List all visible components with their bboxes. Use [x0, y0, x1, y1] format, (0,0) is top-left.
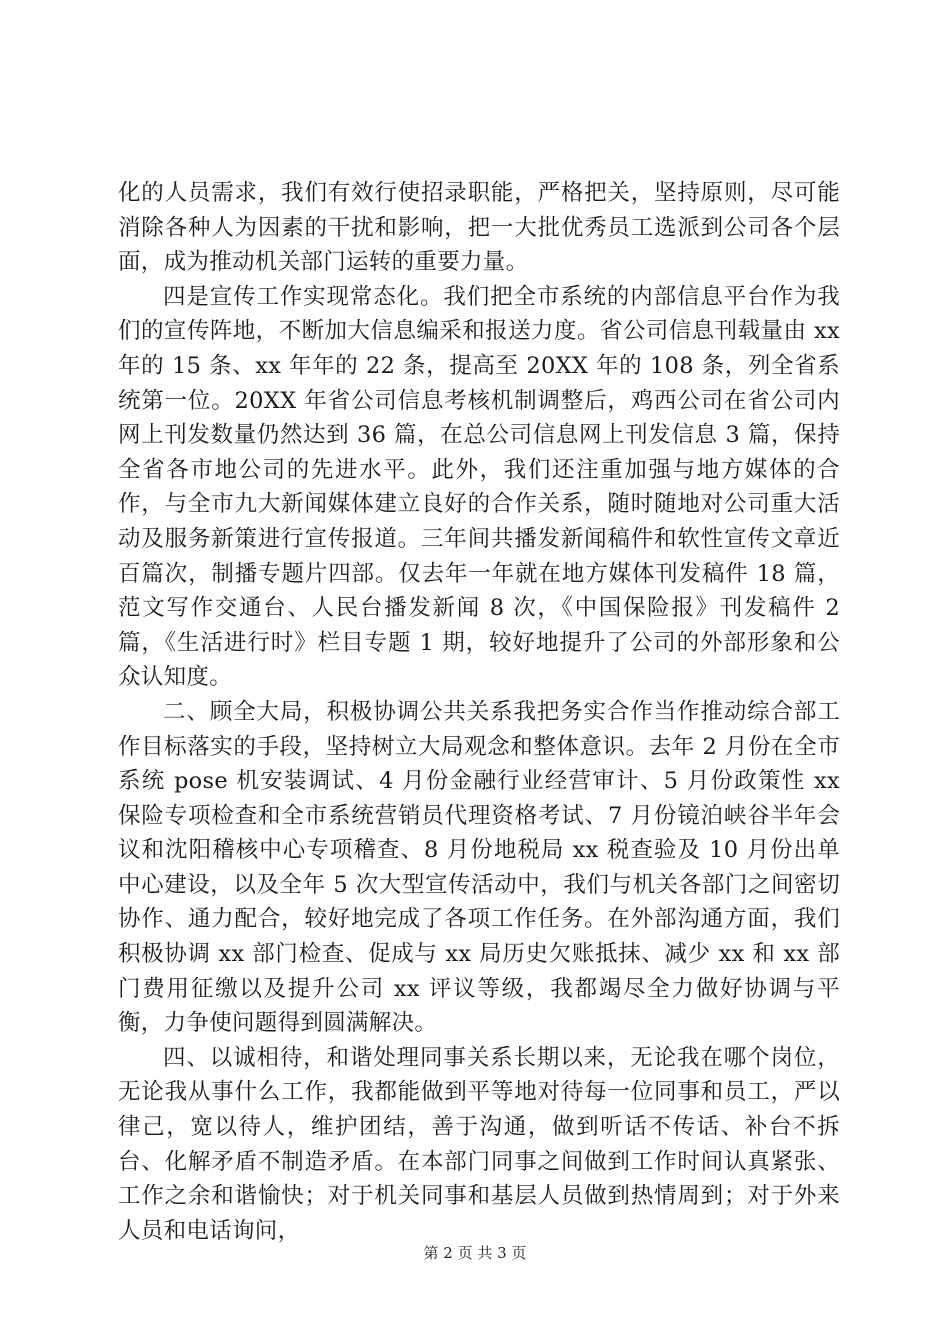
document-body — [118, 176, 840, 1248]
paragraph-public-relations: 二、顾全大局，积极协调公共关系我把务实合作当作推动综合部工作目标落实的手段，坚持树立大局观念和整体意识。去年 2 月份在全市系统 pose 机安装调试、4 月份金融行业经营审计、5 月份政策性 xx 保险专项检查和全市系统营销员代理资格考试、7 月份镜泊峡谷半年会议和沈阳稽核中心专项稽查、8 月份地税局 xx 税查验及 10 月份出单中心建设，以及全年 5 次大型宣传活动中，我们与机关各部门之间密切协作、通力配合，较好地完成了各项工作任务。在外部沟通方面，我们积极协调 xx 部门检查、促成与 xx 局历史欠账抵抹、减少 xx 和 xx 部门费用征缴以及提升公司 xx 评议等级，我都竭尽全力做好协调与平衡，力争使问题得到圆满解决。 — [118, 698, 840, 1037]
paragraph-continued: 化的人员需求，我们有效行使招录职能，严格把关，坚持原则，尽可能消除各种人为因素的干扰和影响，把一大批优秀员工选派到公司各个层面，成为推动机关部门运转的重要力量。 — [118, 180, 840, 276]
page-number-footer: 第 2 页 共 3 页 — [423, 1244, 527, 1262]
paragraph-colleague-relations: 四、以诚相待，和谐处理同事关系长期以来，无论我在哪个岗位，无论我从事什么工作，我都能做到平等地对待每一位同事和员工，严以律己，宽以待人，维护团结，善于沟通，做到听话不传话、补台不拆台、化解矛盾不制造矛盾。在本部门同事之间做到工作时间认真紧张、工作之余和谐愉快；对于机关同事和基层人员做到热情周到；对于外来人员和电话询问， — [118, 1044, 840, 1244]
paragraph-publicity-work: 四是宣传工作实现常态化。我们把全市系统的内部信息平台作为我们的宣传阵地，不断加大信息编采和报送力度。省公司信息刊载量由 xx 年的 15 条、xx 年年的 22 条，提高至 20XX 年的 108 条，列全省系统第一位。20XX 年省公司信息考核机制调整后，鸡西公司在省公司内网上刊发数量仍然达到 36 篇，在总公司信息网上刊发信息 3 篇，保持全省各市地公司的先进水平。此外，我们还注重加强与地方媒体的合作，与全市九大新闻媒体建立良好的合作关系，随时随地对公司重大活动及服务新策进行宣传报道。三年间共播发新闻稿件和软性宣传文章近百篇次，制播专题片四部。仅去年一年就在地方媒体刊发稿件 18 篇，范文写作交通台、人民台播发新闻 8 次，《中国保险报》刊发稿件 2 篇，《生活进行时》栏目专题 1 期，较好地提升了公司的外部形象和公众认知度。 — [118, 283, 840, 691]
